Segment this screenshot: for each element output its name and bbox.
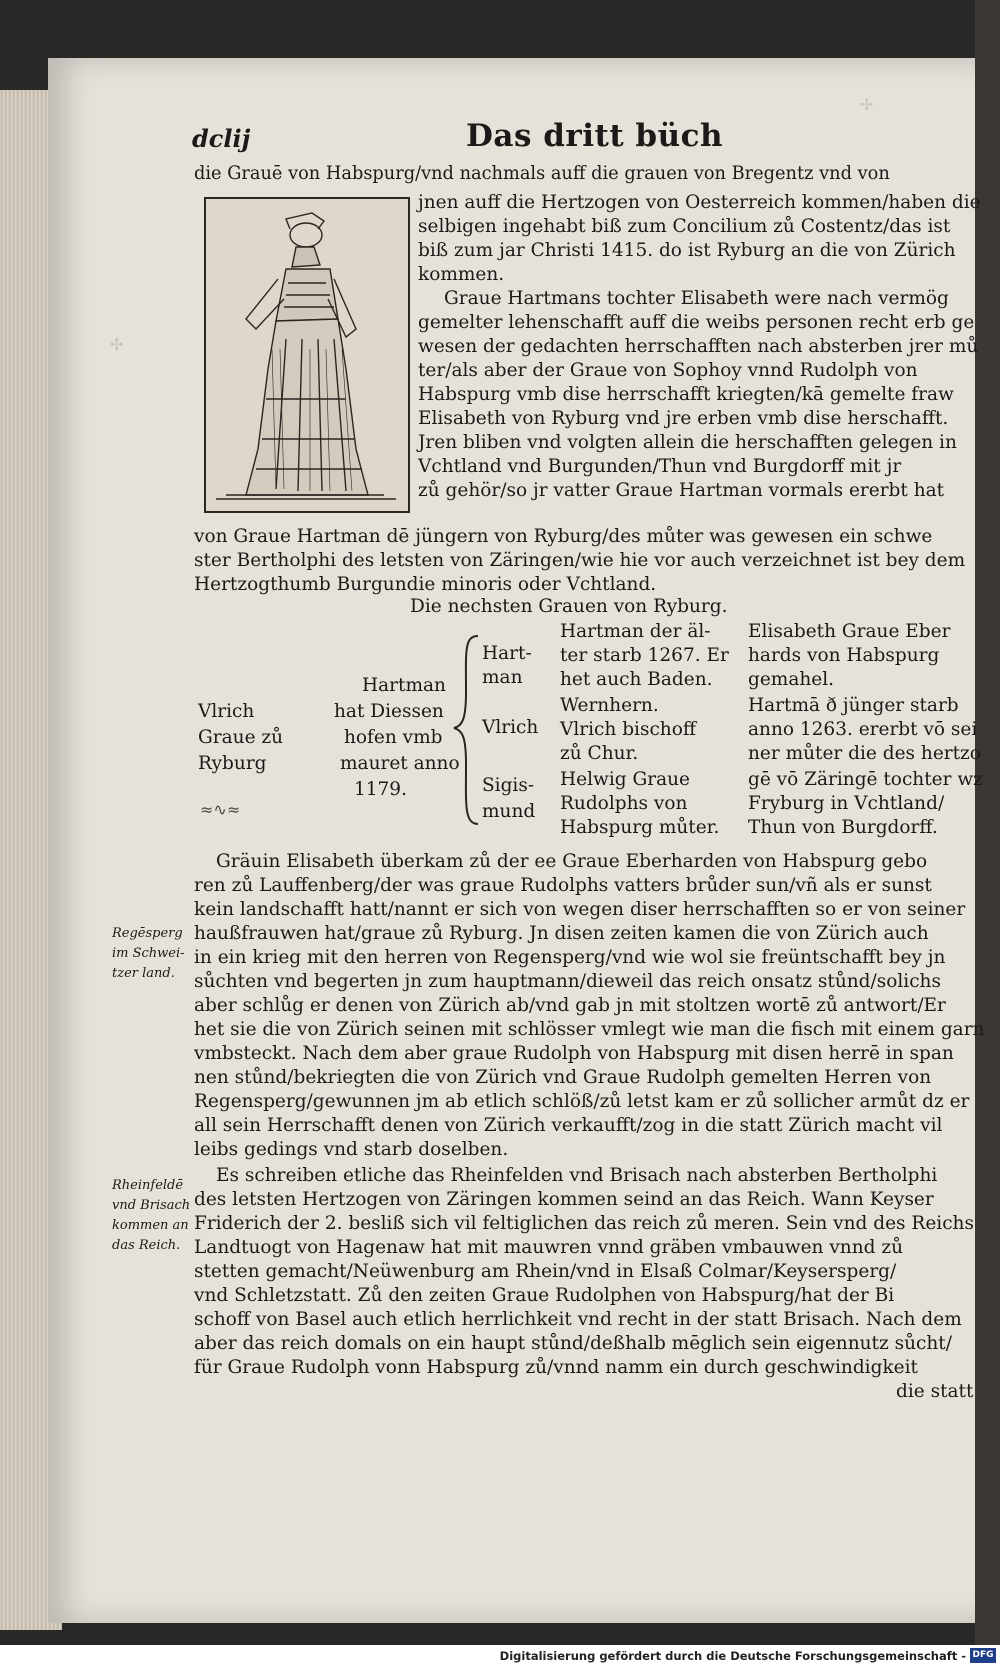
text-line: Hertzogthumb Burgundie minoris oder Vchtland. [194, 574, 657, 595]
text-line: Habspurg vmb dise herrschafft kriegten/kā gemelte fraw [418, 384, 954, 405]
genealogy-entry: Wernhern. [560, 695, 659, 716]
genealogy-entry: mund [482, 801, 536, 822]
marginal-line: kommen an [112, 1218, 189, 1233]
genealogy-entry: Rudolphs von [560, 793, 688, 814]
genealogy-entry: Sigis- [482, 775, 535, 796]
genealogy-entry: Vlrich bischoff [560, 719, 697, 740]
text-line: haußfrauwen hat/graue zů Ryburg. Jn disen zeiten kamen die von Zürich auch [194, 923, 929, 944]
genealogy-entry: Hartmā ð jünger starb [748, 695, 959, 716]
genealogy-entry: Hartman der äl- [560, 621, 711, 642]
text-line: leibs gedings vnd starb doselben. [194, 1139, 509, 1160]
text-line: Regensperg/gewunnen jm ab etlich schlöß/zů letst kam er zů sollicher armůt dz er [194, 1091, 970, 1112]
genealogy-entry: gemahel. [748, 669, 835, 690]
genealogy-entry: Elisabeth Graue Eber [748, 621, 951, 642]
marginal-line: im Schwei- [112, 946, 185, 961]
woodcut-woman-icon [206, 199, 404, 507]
genealogy-entry: Vlrich [482, 717, 539, 738]
woodcut-illustration [204, 197, 410, 513]
text-line: kein landschafft hatt/nannt er sich von wegen diser herrschafften so er von seiner [194, 899, 966, 920]
text-line: stetten gemacht/Neüwenburg am Rhein/vnd in Elsaß Colmar/Keysersperg/ [194, 1261, 897, 1282]
text-line: all sein Herrschafft denen von Zürich verkaufft/zog in die statt Zürich macht vil [194, 1115, 943, 1136]
genealogy-entry: hofen vmb [344, 727, 443, 748]
text-line: gemelter lehenschafft auff die weibs personen recht erb ge [418, 312, 975, 333]
text-line: jnen auff die Hertzogen von Oesterreich kommen/haben die [418, 192, 981, 213]
genealogy-entry: ner můter die des hertzo [748, 743, 981, 764]
facing-page-edge [975, 0, 1000, 1645]
text-line: het sie die von Zürich seinen mit schlösser vmlegt wie man die fisch mit einem garn [194, 1019, 985, 1040]
text-line: zů gehör/so jr vatter Graue Hartman vormals ererbt hat [418, 480, 945, 501]
genealogy-entry: anno 1263. ererbt vō sei [748, 719, 978, 740]
text-line: Gräuin Elisabeth überkam zů der ee Graue Eberharden von Habspurg gebo [216, 851, 928, 872]
genealogy-entry: het auch Baden. [560, 669, 713, 690]
dfg-logo: DFG [970, 1648, 996, 1663]
marginal-line: Rheinfeldē [112, 1178, 184, 1193]
genealogy-entry: Hartman [362, 675, 446, 696]
genealogy-entry: Thun von Burgdorff. [748, 817, 938, 838]
genealogy-entry: Fryburg in Vchtland/ [748, 793, 945, 814]
text-line: vnd Schletzstatt. Zů den zeiten Graue Rudolphen von Habspurg/hat der Bi [194, 1285, 895, 1306]
funding-credit: Digitalisierung gefördert durch die Deutsche Forschungsgemeinschaft - [499, 1649, 966, 1663]
text-line: nen stůnd/bekriegten die von Zürich vnd Graue Rudolph gemelten Herren von [194, 1067, 932, 1088]
genealogy-entry: mauret anno [340, 753, 460, 774]
text-line: wesen der gedachten herrschafften nach absterben jrer mů [418, 336, 979, 357]
text-line: Es schreiben etliche das Rheinfelden vnd Brisach nach absterben Bertholphi [216, 1165, 938, 1186]
genealogy-entry: Vlrich [198, 701, 255, 722]
genealogy-entry: ter starb 1267. Er [560, 645, 729, 666]
text-line: in ein krieg mit den herren von Regensperg/vnd wie wol sie freüntschafft bey jn [194, 947, 946, 968]
digitization-footer [0, 1645, 1000, 1668]
ornament-mark: ≈∿≈ [200, 800, 241, 819]
text-line: sůchten vnd begerten jn zum hauptmann/dieweil das reich onsatz stůnd/solichs [194, 971, 941, 992]
marginal-line: tzer land. [112, 966, 175, 981]
text-line: Elisabeth von Ryburg vnd jre erben vmb dise herschafft. [418, 408, 949, 429]
text-line: des letsten Hertzogen von Zäringen kommen seind an das Reich. Wann Keyser [194, 1189, 934, 1210]
text-line: ter/als aber der Graue von Sophoy vnnd Rudolph von [418, 360, 918, 381]
text-line: kommen. [418, 264, 505, 285]
text-line: ren zů Lauffenberg/der was graue Rudolphs vatters brůder sun/vñ als er sunst [194, 875, 932, 896]
genealogy-brace [452, 632, 482, 832]
text-line: für Graue Rudolph vonn Habspurg zů/vnnd namm ein durch geschwindigkeit [194, 1357, 918, 1378]
genealogy-entry: 1179. [354, 779, 407, 800]
text-line: Vchtland vnd Burgunden/Thun vnd Burgdorff mit jr [418, 456, 902, 477]
marginal-line: das Reich. [112, 1238, 181, 1253]
genealogy-entry: zů Chur. [560, 743, 639, 764]
text-line: die Grauē von Habspurg/vnd nachmals auff die grauen von Bregentz vnd von [194, 163, 890, 184]
genealogy-entry: hat Diessen [334, 701, 444, 722]
text-line: Landtuogt von Hagenaw hat mit mauwren vnnd gräben vmbauwen vnnd zů [194, 1237, 903, 1258]
genealogy-entry: man [482, 667, 523, 688]
genealogy-entry: hards von Habspurg [748, 645, 940, 666]
text-line: selbigen ingehabt biß zum Concilium zů Costentz/das ist [418, 216, 951, 237]
bleed-through-mark: ✣ [110, 335, 124, 354]
text-line: biß zum jar Christi 1415. do ist Ryburg an die von Zürich [418, 240, 956, 261]
text-line: vmbsteckt. Nach dem aber graue Rudolph von Habspurg mit disen herrē in span [194, 1043, 954, 1064]
genealogy-entry: Hart- [482, 643, 532, 664]
bleed-through-mark: ✢ [860, 95, 874, 114]
marginal-line: vnd Brisach [112, 1198, 191, 1213]
genealogy-entry: gē vō Zäringē tochter wz [748, 769, 983, 790]
catchword: die statt [896, 1381, 974, 1402]
genealogy-entry: Helwig Graue [560, 769, 690, 790]
text-line: aber schlůg er denen von Zürich ab/vnd gab jn mit stoltzen wortē zů antwort/Er [194, 995, 946, 1016]
genealogy-heading: Die nechsten Grauen von Ryburg. [410, 596, 728, 617]
text-line: Friderich der 2. besliß sich vil feltiglichen das reich zů meren. Sein vnd des Reichs [194, 1213, 974, 1234]
folio-number: dclij [192, 124, 251, 153]
genealogy-entry: Habspurg můter. [560, 817, 720, 838]
text-line: aber das reich domals on ein haupt stůnd/deßhalb mēglich sein eigennutz sůcht/ [194, 1333, 952, 1354]
genealogy-entry: Ryburg [198, 753, 267, 774]
genealogy-entry: Graue zů [198, 727, 284, 748]
text-line: schoff von Basel auch etlich herrlichkeit vnd recht in der statt Brisach. Nach dem [194, 1309, 962, 1330]
running-title: Das dritt büch [466, 118, 724, 154]
marginal-line: Regēsperg [112, 926, 183, 941]
text-line: von Graue Hartman dē jüngern von Ryburg/des můter was gewesen ein schwe [194, 526, 933, 547]
text-line: ster Bertholphi des letsten von Zäringen/wie hie vor auch verzeichnet ist bey dem [194, 550, 966, 571]
text-line: Jren bliben vnd volgten allein die herschafften gelegen in [418, 432, 957, 453]
text-line: Graue Hartmans tochter Elisabeth were nach vermög [444, 288, 949, 309]
